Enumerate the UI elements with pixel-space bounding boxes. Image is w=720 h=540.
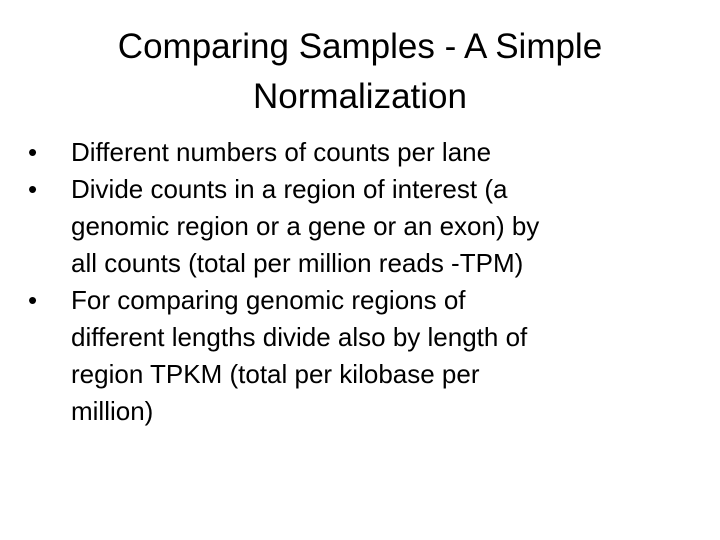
bullet-dot: • [28, 174, 38, 204]
bullet-item-2 [28, 171, 688, 282]
bullet-text [71, 171, 688, 282]
title-line-1: Comparing Samples - A Simple [117, 27, 603, 66]
bullet-line: all counts (total per million reads -TPM) [71, 248, 524, 278]
bullet-text [71, 134, 688, 171]
bullet-line: region TPKM (total per kilobase per [71, 359, 480, 389]
bullet-item-1 [28, 134, 688, 171]
bullet-text [71, 282, 688, 430]
bullet-line: Different numbers of counts per lane [71, 137, 492, 167]
bullet-item-3 [28, 282, 688, 430]
title-line-2: Normalization [253, 77, 467, 116]
bullet-line: For comparing genomic regions of [71, 285, 466, 315]
bullet-line: Divide counts in a region of interest (a [71, 174, 508, 204]
bullet-list [28, 134, 688, 430]
bullet-dot: • [28, 285, 38, 315]
bullet-dot: • [28, 137, 38, 167]
bullet-line: genomic region or a gene or an exon) by [71, 211, 540, 241]
bullet-line: different lengths divide also by length of [71, 322, 528, 352]
bullet-line: million) [71, 396, 154, 426]
slide-title [50, 22, 670, 122]
